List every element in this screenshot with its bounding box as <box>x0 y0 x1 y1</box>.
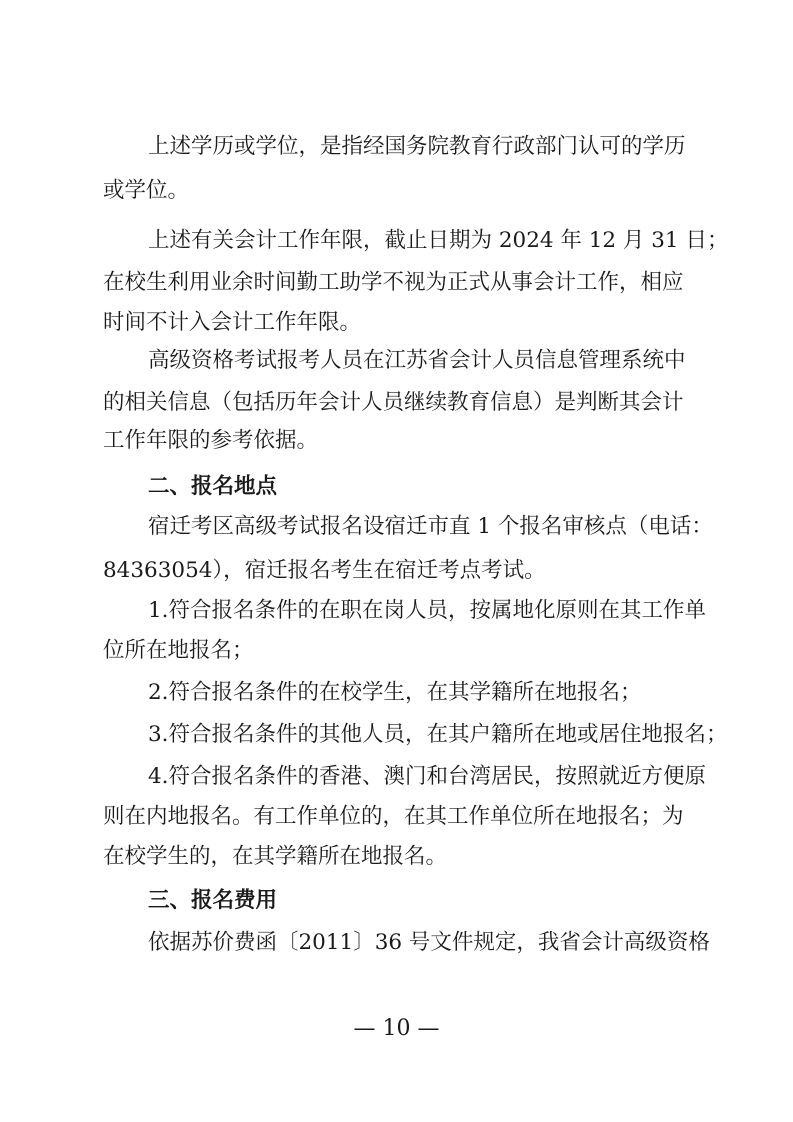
paragraph-line: 84363054），宿迁报名考生在宿迁考点考试。 <box>103 558 546 583</box>
list-item-line: 则在内地报名。有工作单位的，在其工作单位所在地报名；为 <box>103 804 684 829</box>
section-heading-fees: 三、报名费用 <box>148 888 278 913</box>
list-item-line: 3.符合报名条件的其他人员，在其户籍所在地或居住地报名； <box>148 722 728 747</box>
paragraph-line: 时间不计入会计工作年限。 <box>103 310 362 335</box>
page-number: — 10 — <box>353 1016 440 1041</box>
paragraph-line: 或学位。 <box>103 178 190 203</box>
paragraph-line: 依据苏价费函〔2011〕36 号文件规定，我省会计高级资格 <box>148 930 710 955</box>
list-item-line: 在校学生的，在其学籍所在地报名。 <box>103 844 448 869</box>
paragraph-line: 工作年限的参考依据。 <box>103 428 319 453</box>
list-item-line: 2.符合报名条件的在校学生，在其学籍所在地报名； <box>148 680 642 705</box>
list-item-line: 1.符合报名条件的在职在岗人员，按属地化原则在其工作单 <box>148 598 707 623</box>
paragraph-line: 上述学历或学位，是指经国务院教育行政部门认可的学历 <box>148 134 686 159</box>
paragraph-line: 的相关信息（包括历年会计人员继续教育信息）是判断其会计 <box>103 390 684 415</box>
paragraph-line: 宿迁考区高级考试报名设宿迁市直 1 个报名审核点（电话： <box>148 514 713 539</box>
list-item-line: 位所在地报名； <box>103 638 254 663</box>
section-heading-location: 二、报名地点 <box>148 474 278 499</box>
paragraph-line: 在校生利用业余时间勤工助学不视为正式从事会计工作，相应 <box>103 270 684 295</box>
paragraph-line: 上述有关会计工作年限，截止日期为 2024 年 12 月 31 日； <box>148 228 729 253</box>
list-item-line: 4.符合报名条件的香港、澳门和台湾居民，按照就近方便原 <box>148 764 707 789</box>
paragraph-line: 高级资格考试报考人员在江苏省会计人员信息管理系统中 <box>148 348 686 373</box>
